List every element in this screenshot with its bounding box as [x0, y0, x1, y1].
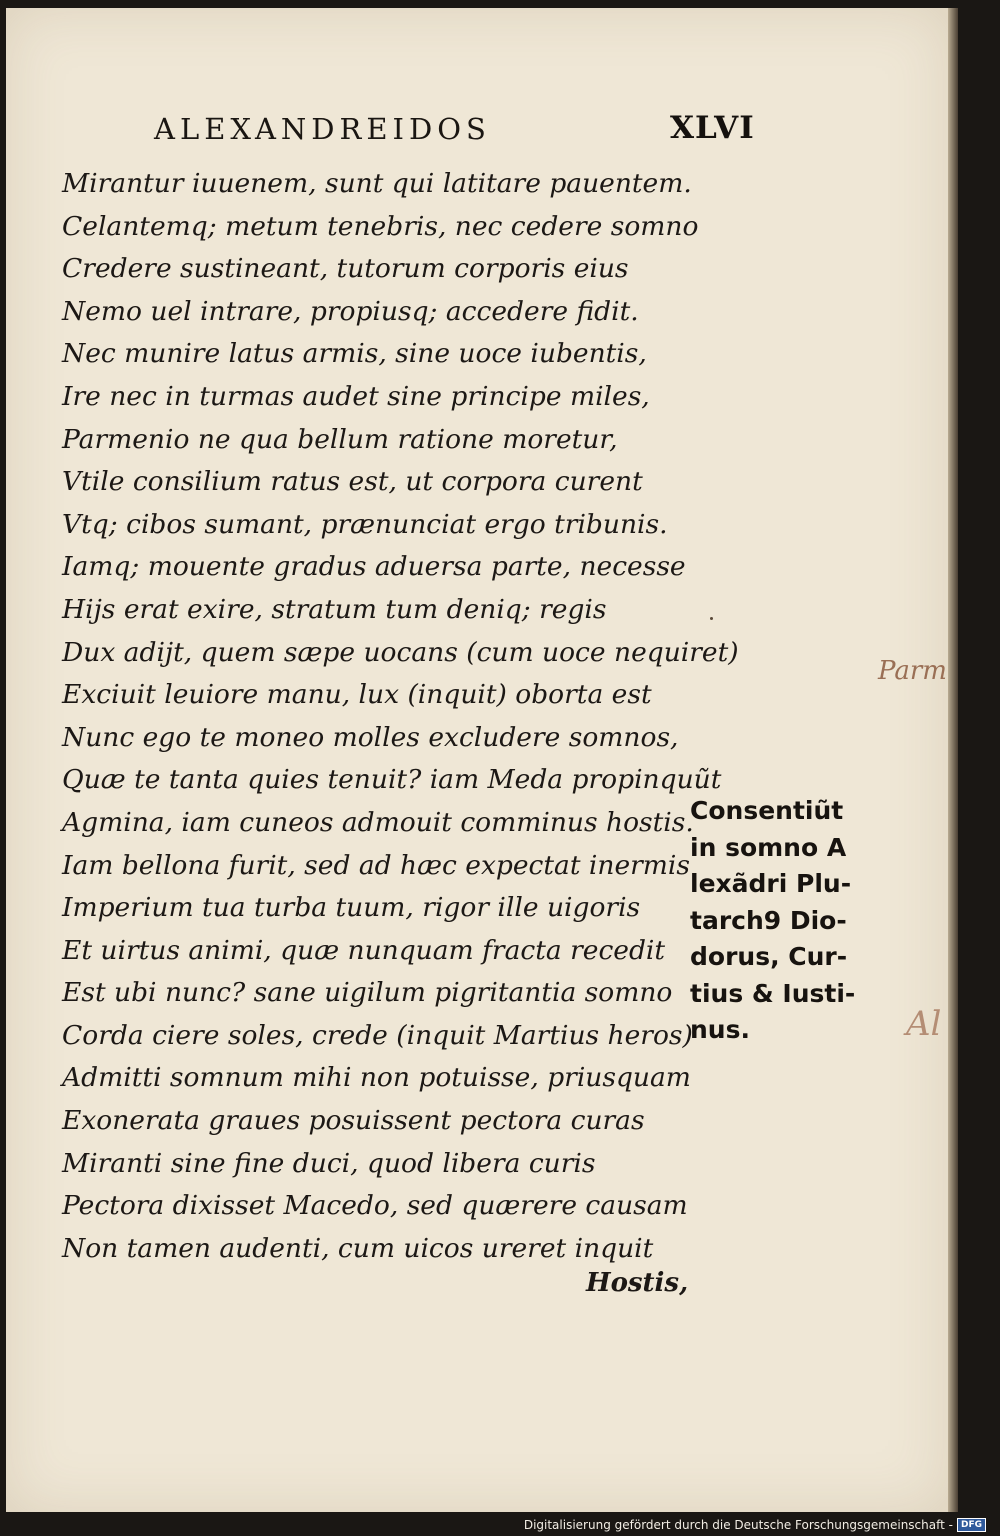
- verse-line: Admitti somnum mihi non potuisse, priusquam: [62, 1062, 691, 1094]
- verse-line: Est ubi nunc? sane uigilum pigritantia somno: [62, 977, 673, 1009]
- digitization-credit: [524, 1518, 986, 1532]
- gloss-line: tarch9 Dio-: [690, 905, 847, 935]
- gloss-line: nus.: [690, 1015, 750, 1044]
- verse-line: Dux adijt, quem sæpe uocans (cum uoce nequiret): [62, 636, 739, 668]
- handwritten-annotation: Al: [906, 1004, 942, 1044]
- ink-speck: [710, 617, 713, 620]
- page-edge: [948, 8, 958, 1512]
- dfg-logo-icon: DFG: [957, 1518, 986, 1532]
- verse-line: Nemo uel intrare, propiusq; accedere fidit.: [62, 295, 639, 327]
- verse-line: Ire nec in turmas audet sine principe miles,: [62, 380, 650, 412]
- catchword: Hostis,: [586, 1268, 689, 1298]
- verse-line: Exciuit leuiore manu, lux (inquit) oborta est: [62, 679, 652, 711]
- gloss-line: in somno A: [690, 832, 847, 862]
- verse-text: [62, 163, 739, 1270]
- verse-line: Corda ciere soles, crede (inquit Martius heros): [62, 1019, 693, 1051]
- gloss-line: tius & Iusti-: [690, 978, 856, 1008]
- verse-line: Vtile consilium ratus est, ut corpora curent: [62, 466, 643, 498]
- verse-line: Iamq; mouente gradus aduersa parte, necesse: [62, 551, 686, 583]
- verse-line: Non tamen audenti, cum uicos ureret inquit: [62, 1232, 654, 1264]
- marginal-gloss: [690, 793, 890, 1049]
- verse-line: Imperium tua turba tuum, rigor ille uigoris: [62, 892, 641, 924]
- gloss-line: Consentiũt: [690, 796, 844, 825]
- verse-line: Iam bellona furit, sed ad hæc expectat inermis: [62, 849, 691, 881]
- verse-line: Miranti sine fine duci, quod libera curis: [62, 1147, 596, 1179]
- book-page: [6, 8, 948, 1512]
- verse-line: Nunc ego te moneo molles excludere somnos,: [62, 721, 679, 753]
- verse-line: Credere sustineant, tutorum corporis eius: [62, 253, 629, 285]
- verse-line: Et uirtus animi, quæ nunquam fracta recedit: [62, 934, 666, 966]
- credit-text: Digitalisierung gefördert durch die Deutsche Forschungsgemeinschaft -: [523, 1518, 953, 1532]
- verse-line: Agmina, iam cuneos admouit comminus hostis.: [62, 806, 694, 838]
- verse-line: Celantemq; metum tenebris, nec cedere somno: [62, 210, 699, 242]
- verse-line: Pectora dixisset Macedo, sed quærere causam: [62, 1190, 688, 1222]
- gloss-line: dorus, Cur-: [690, 942, 848, 971]
- running-header: ALEXANDREIDOS: [154, 112, 491, 146]
- verse-line: Mirantur iuuenem, sunt qui latitare pauentem.: [62, 168, 692, 199]
- verse-line: Nec munire latus armis, sine uoce iubentis,: [62, 338, 647, 370]
- verse-line: Exonerata graues posuissent pectora curas: [62, 1105, 645, 1137]
- gloss-line: lexãdri Plu-: [690, 869, 852, 898]
- verse-line: Hijs erat exire, stratum tum deniq; regis: [62, 593, 607, 625]
- folio-number: XLVI: [670, 110, 755, 146]
- verse-line: Parmenio ne qua bellum ratione moretur,: [62, 423, 618, 455]
- verse-line: Vtq; cibos sumant, prænunciat ergo tribunis.: [62, 508, 668, 540]
- verse-line: Quæ te tanta quies tenuit? iam Meda propinquũt: [62, 764, 722, 796]
- handwritten-annotation: Parm: [878, 656, 947, 686]
